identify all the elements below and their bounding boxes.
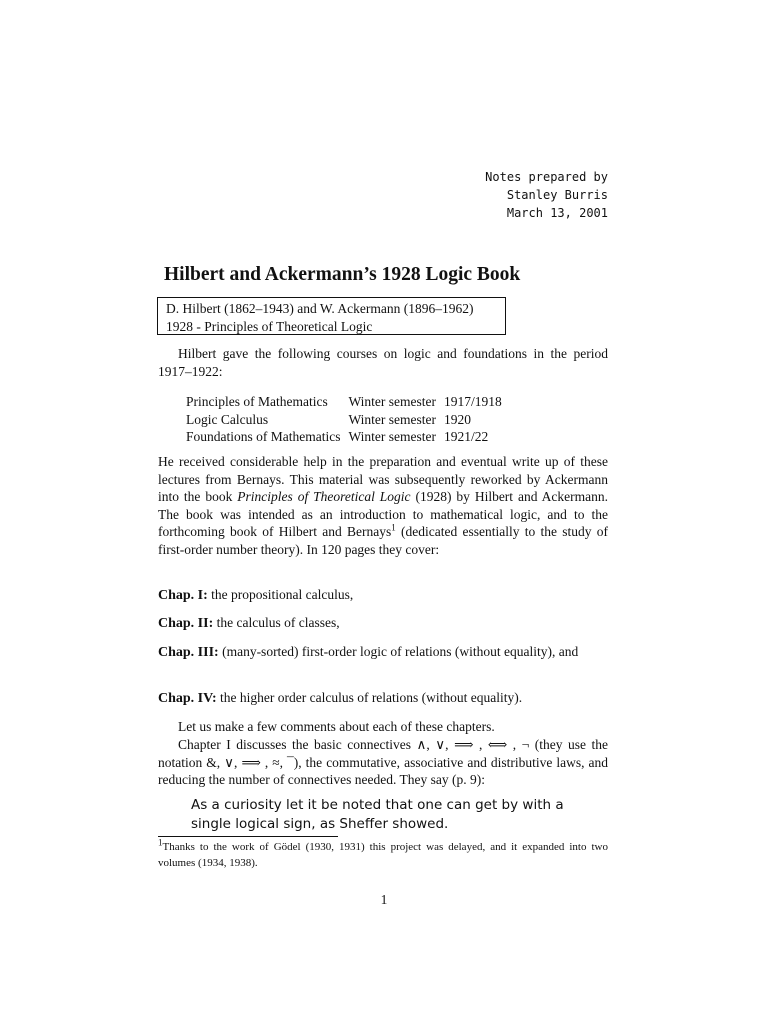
course-name: Principles of Mathematics: [186, 394, 328, 409]
courses-table: [186, 393, 510, 446]
notes-author: Stanley Burris: [506, 188, 608, 202]
paragraph-text: (1928) by Hilbert and Ackermann. The book was intended as an introduction to mathematical logic, and to the forthcoming book of Hilbert and Bernays: [158, 489, 609, 540]
table-row: [186, 393, 510, 411]
chapter-text: the calculus of classes,: [216, 615, 340, 630]
footnote-rule: [158, 836, 338, 837]
course-name: Foundations of Mathematics: [186, 429, 341, 445]
page-number: 1: [380, 892, 388, 907]
body-paragraph: Let us make a few comments about each of these chapters.: [178, 719, 495, 734]
page-title: Hilbert and Ackermann’s 1928 Logic Book: [164, 264, 521, 285]
chapter-item: [158, 643, 608, 662]
course-year: 1921/22: [444, 429, 489, 445]
table-row: [186, 411, 510, 429]
notes-line: Notes prepared by: [485, 170, 608, 184]
course-term: Winter semester: [348, 429, 437, 445]
chapter-text: the higher order calculus of relations (without equality).: [220, 690, 523, 705]
chapter-text: (many-sorted) first-order logic of relations (without equality), and: [222, 644, 579, 659]
paragraph-text: (dedicated essentially to the study of first-order number theory). In 120 pages they cover:: [158, 524, 608, 557]
footnote-mark: 1: [158, 837, 163, 848]
chapter-label: Chap. IV:: [158, 691, 217, 706]
footnote-mark: 1: [391, 522, 396, 533]
body-paragraph: [158, 453, 608, 559]
course-year: 1917/1918: [444, 394, 502, 409]
citation-box: [157, 297, 506, 335]
body-paragraph: Chapter I discusses the basic connectives ∧, ∨, ⟹ , ⟺ , ¬ (they use the notation &, ∨, ⟹ , ≈, ¯), the commutative, associative and distributive laws, and reducing the number of connectives needed. They say (p. 9):: [158, 737, 608, 788]
table-row: [186, 428, 510, 446]
chapter-label: Chap. I:: [158, 588, 208, 603]
chapter-item: [158, 586, 608, 605]
chapter-label: Chap. III:: [158, 645, 219, 660]
chapter-label: Chap. II:: [158, 616, 214, 631]
chapter-item: [158, 614, 608, 633]
notes-header: [440, 168, 608, 222]
intro-paragraph: Hilbert gave the following courses on logic and foundations in the period 1917–1922:: [158, 346, 608, 379]
course-term: Winter semester: [348, 394, 437, 409]
course-name: Logic Calculus: [186, 411, 269, 427]
course-term: Winter semester: [348, 411, 437, 427]
citation-book: 1928 - Principles of Theoretical Logic: [166, 318, 373, 334]
footnote: [158, 839, 608, 871]
notes-date: March 13, 2001: [506, 206, 608, 220]
course-year: 1920: [444, 411, 472, 427]
block-quote: As a curiosity let it be noted that one can get by with a single logical sign, as Sheffer showed.: [191, 797, 564, 832]
paragraph-text: He received considerable help in the preparation and eventual write up of these lectures from Bernays. This material was subsequently reworked by Ackermann into the book: [158, 454, 608, 505]
footnote-text: Thanks to the work of Gödel (1930, 1931) this project was delayed, and it expanded into two volumes (1934, 1938).: [158, 841, 608, 869]
book-title-italic: Principles of Theoretical Logic: [237, 489, 411, 505]
citation-authors: D. Hilbert (1862–1943) and W. Ackermann (1896–1962): [166, 301, 474, 316]
chapter-item: [158, 689, 608, 708]
chapter-text: the propositional calculus,: [211, 587, 354, 602]
